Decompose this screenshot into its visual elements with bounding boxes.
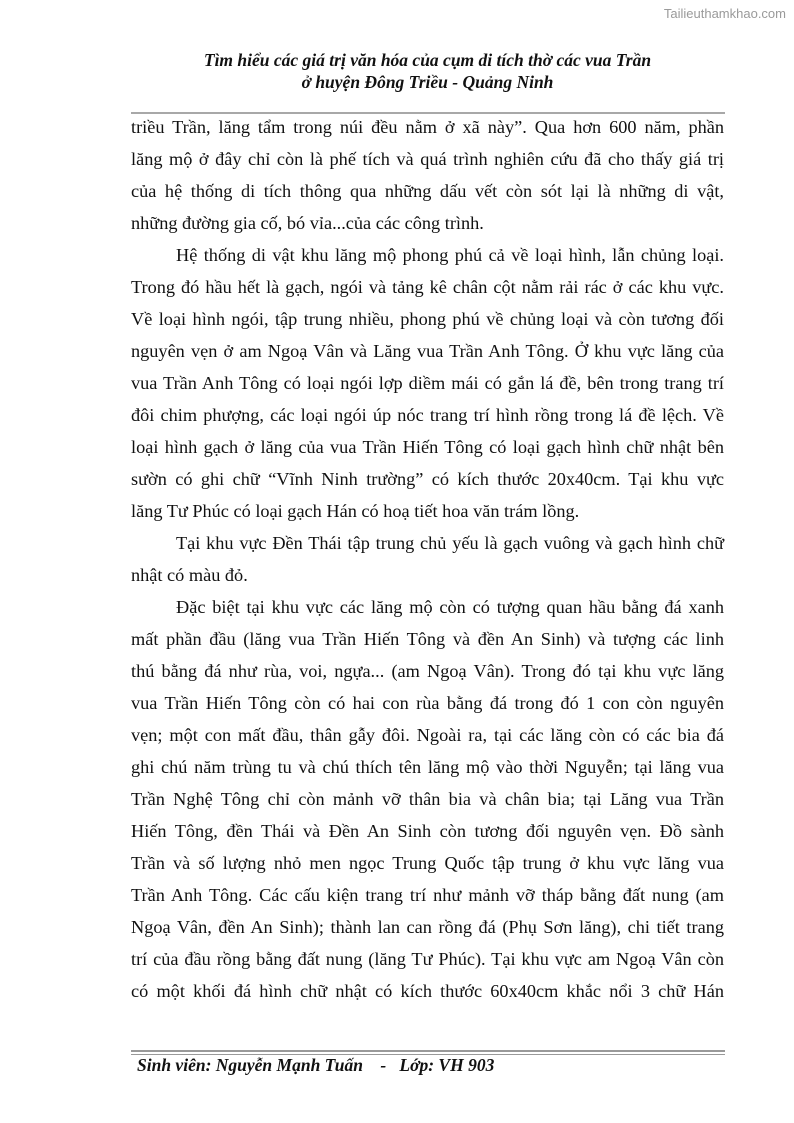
text-line: ghi chú năm trùng tu và chú thích tên lăng mộ vào thời Nguyễn; tại lăng vua (131, 757, 724, 777)
header-line-1: Tìm hiểu các giá trị văn hóa của cụm di tích thờ các vua Trần (203, 50, 652, 70)
body-text (131, 111, 724, 1007)
text-line: triều Trần, lăng tẩm trong núi đều nằm ở xã này”. Qua hơn 600 năm, phần (131, 117, 724, 137)
text-line: vua Trần Hiến Tông còn có hai con rùa bằng đá trong đó 1 con còn nguyên (131, 693, 724, 713)
running-footer: Sinh viên: Nguyễn Mạnh Tuấn - Lớp: VH 903 (137, 1055, 495, 1075)
text-line: vẹn; một con mất đầu, thân gẫy đôi. Ngoài ra, tại các lăng còn có các bia đá (131, 725, 724, 745)
text-line: Trong đó hầu hết là gạch, ngói và tảng kê chân cột nằm rải rác ở các khu vực. (131, 277, 724, 297)
text-line: Tại khu vực Đền Thái tập trung chủ yếu là gạch vuông và gạch hình chữ (176, 533, 724, 553)
paragraph (131, 239, 724, 527)
text-line: đôi chim phượng, các loại ngói úp nóc trang trí hình rồng trong lá đề lệch. Về (131, 405, 724, 425)
paragraph (131, 111, 724, 239)
text-line: sườn có ghi chữ “Vĩnh Ninh trường” có kích thước 20x40cm. Tại khu vực (131, 469, 724, 489)
running-header (131, 49, 724, 93)
text-line: nguyên vẹn ở am Ngoạ Vân và Lăng vua Trần Anh Tông. Ở khu vực lăng của (131, 341, 724, 361)
text-line: Về loại hình ngói, tập trung nhiều, phong phú về chủng loại và còn tương đối (131, 309, 724, 329)
watermark: Tailieuthamkhao.com (663, 6, 786, 21)
text-line: trí của đầu rồng bằng đất nung (lăng Tư Phúc). Tại khu vực am Ngoạ Vân còn (131, 949, 724, 969)
text-line: những đường gia cố, bó vỉa...của các công trình. (131, 213, 484, 233)
text-line: Ngoạ Vân, đền An Sinh); thành lan can rồng đá (Phụ Sơn lăng), chi tiết trang (131, 917, 724, 937)
text-line: Hệ thống di vật khu lăng mộ phong phú cả về loại hình, lẫn chủng loại. (176, 245, 724, 265)
text-line: lăng Tư Phúc có loại gạch Hán có hoạ tiết hoa văn trám lồng. (131, 501, 580, 521)
paragraph (131, 527, 724, 591)
header-line-2: ở huyện Đông Triều - Quảng Ninh (301, 72, 554, 92)
text-line: vua Trần Anh Tông có loại ngói lợp diềm mái có gắn lá đề, bên trong trang trí (131, 373, 724, 393)
text-line: nhật có màu đỏ. (131, 565, 248, 585)
text-line: Trần Anh Tông. Các cấu kiện trang trí như mảnh vỡ tháp bằng đất nung (am (131, 885, 724, 905)
text-line: mất phần đầu (lăng vua Trần Hiến Tông và đền An Sinh) và tượng các linh (131, 629, 724, 649)
text-line: Trần Nghệ Tông chỉ còn mảnh vỡ thân bia và chân bia; tại Lăng vua Trần (131, 789, 724, 809)
text-line: Đặc biệt tại khu vực các lăng mộ còn có tượng quan hầu bằng đá xanh (176, 597, 724, 617)
text-line: loại hình gạch ở lăng của vua Trần Hiến Tông có loại gạch hình chữ nhật bên (131, 437, 724, 457)
text-line: có một khối đá hình chữ nhật có kích thước 60x40cm khắc nổi 3 chữ Hán (131, 981, 724, 1001)
text-line: lăng mộ ở đây chỉ còn là phế tích và quá trình nghiên cứu đã cho thấy giá trị (131, 149, 724, 169)
paragraph (131, 591, 724, 1007)
text-line: Hiến Tông, đền Thái và Đền An Sinh còn tương đối nguyên vẹn. Đồ sành (131, 821, 724, 841)
text-line: của hệ thống di tích thông qua những dấu vết còn sót lại là những di vật, (131, 181, 724, 201)
text-line: Trần và số lượng nhỏ men ngọc Trung Quốc tập trung ở khu vực lăng vua (131, 853, 724, 873)
text-line: thú bằng đá như rùa, voi, ngựa... (am Ngoạ Vân). Trong đó tại khu vực lăng (131, 661, 724, 681)
